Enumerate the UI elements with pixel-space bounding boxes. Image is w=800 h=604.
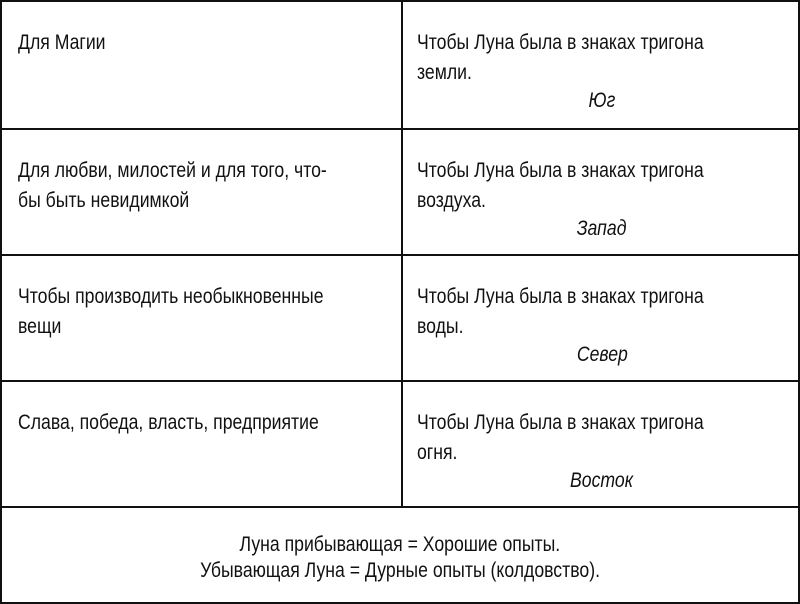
moon-phase-note bbox=[2, 508, 798, 602]
purpose-cell: Для любви, милостей и для того, что- бы быть невидимкой bbox=[18, 159, 327, 212]
purpose-cell: Для Магии bbox=[18, 31, 106, 54]
direction-label: Юг bbox=[588, 89, 616, 112]
condition-text: Чтобы Луна была в знаках тригона земли. bbox=[417, 31, 704, 84]
condition-text: Чтобы Луна была в знаках тригона воздуха. bbox=[417, 159, 704, 212]
table-row bbox=[2, 256, 798, 382]
direction-label: Север bbox=[576, 343, 628, 366]
condition-cell bbox=[417, 156, 787, 240]
footer-line-waxing: Луна прибывающая = Хорошие опыты. bbox=[239, 533, 561, 556]
footer-line-waning: Убывающая Луна = Дурные опыты (колдовство). bbox=[200, 559, 600, 582]
direction-label: Восток bbox=[570, 469, 634, 492]
direction-label: Запад bbox=[577, 217, 627, 240]
purpose-cell: Чтобы производить необыкновенные вещи bbox=[18, 285, 324, 338]
condition-cell bbox=[417, 408, 787, 492]
condition-text: Чтобы Луна была в знаках тригона огня. bbox=[417, 411, 704, 464]
column-divider bbox=[401, 2, 403, 508]
purpose-cell: Слава, победа, власть, предприятие bbox=[18, 411, 319, 434]
condition-cell bbox=[417, 282, 787, 366]
condition-text: Чтобы Луна была в знаках тригона воды. bbox=[417, 285, 704, 338]
condition-cell bbox=[417, 28, 787, 112]
table-row bbox=[2, 130, 798, 256]
table-row bbox=[2, 2, 798, 130]
table-row bbox=[2, 382, 798, 508]
